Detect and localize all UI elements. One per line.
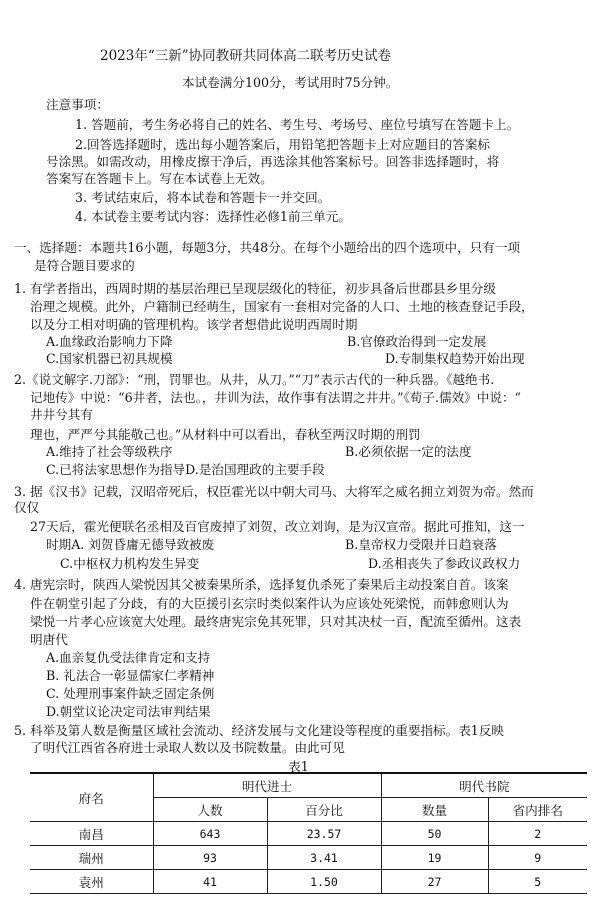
question-5-stem-2: 了明代江西省各府进士录取人数以及书院数量。由此可见 <box>30 740 345 755</box>
question-5-stem: 5. 科举及第人数是衡量区域社会流动、经济发展与文化建设等程度的重要指标。表1反映 <box>14 723 505 738</box>
question-3-stem-2: 仅仅 <box>14 500 40 515</box>
table-row <box>30 846 587 870</box>
notes-line-5: 3. 考试结束后，将本试卷和答题卡一并交回。 <box>75 190 331 205</box>
table-cell: 9 <box>488 846 587 870</box>
question-2-stem-4: 理也，严严兮其能敬己也。”从材料中可以看出，春秋至两汉时期的刑罚 <box>30 427 421 442</box>
question-4-stem-2: 件在朝堂引起了分歧，有的大臣援引玄宗时类似案件认为应该处死梁悦，而韩愈则认为 <box>30 596 509 611</box>
question-4-option-d: D.朝堂议论决定司法审判结果 <box>46 704 211 719</box>
notes-line-2: 2.回答选择题时，选出每小题答案后，用铅笔把答题卡上对应题目的答案标 <box>75 137 491 152</box>
header-group-shuyuan: 明代书院 <box>381 773 587 798</box>
question-2-option-b: B.必须依据一定的法度 <box>345 444 472 459</box>
question-2-option-cd: C.已将法家思想作为指导D.是治国理政的主要手段 <box>46 462 325 477</box>
data-table <box>30 772 587 894</box>
question-1-option-c: C.国家机器已初具规模 <box>46 351 173 366</box>
question-4-stem-3: 梁悦一片孝心应该宽大处理。最终唐宪宗免其死罪，只对其决杖一百，配流至循州。这表 <box>30 614 522 629</box>
exam-title: 2023年“三新”协同教研共同体高二联考历史试卷 <box>100 48 392 64</box>
table-cell: 93 <box>153 846 267 870</box>
question-4-stem: 4. 唐宪宗时，陕西人梁悦因其父被秦果所杀，选择复仇杀死了秦果后主动投案自首。该案 <box>14 577 509 592</box>
table-cell: 643 <box>153 822 267 846</box>
question-2-stem-2: 记地传》中说：“6井者，法也。，井训为法，故作事有法谓之井井。”《荀子.儒效》中说：“ <box>30 390 521 405</box>
header-name: 府名 <box>30 773 153 822</box>
table-cell: 50 <box>381 822 488 846</box>
question-4-option-b: B. 礼法合一彰显儒家仁孝精神 <box>46 668 215 683</box>
question-4-option-c: C. 处理刑事案件缺乏固定条例 <box>46 686 215 701</box>
table-cell: 5 <box>488 870 587 894</box>
question-1-option-a: A.血缘政治影响力下降 <box>46 334 173 349</box>
table-row <box>30 822 587 846</box>
table-row <box>30 870 587 894</box>
subheader-quantity: 数量 <box>381 798 488 822</box>
question-2-stem-3: 井井兮其有 <box>30 407 93 422</box>
question-3-option-a: 时期A. 刘贺昏庸无德导致被废 <box>46 537 215 552</box>
exam-subtitle: 本试卷满分100分，考试用时75分钟。 <box>182 75 399 90</box>
subheader-percent: 百分比 <box>267 798 381 822</box>
table-header-row <box>30 773 587 798</box>
question-1-stem-3: 以及分工相对明确的管理机构。该学者想借此说明西周时期 <box>30 317 358 332</box>
table-cell: 41 <box>153 870 267 894</box>
table-caption: 表1 <box>288 759 309 774</box>
table-cell: 3.41 <box>267 846 381 870</box>
notes-line-4: 答案写在答题卡上。写在本试卷上无效。 <box>46 171 273 186</box>
question-3-option-d: D.丞相丧失了参政议政权力 <box>368 556 521 571</box>
question-4-stem-4: 明唐代 <box>30 632 68 647</box>
subheader-count: 人数 <box>153 798 267 822</box>
table-cell: 南昌 <box>30 822 153 846</box>
question-1-option-d: D.专制集权趋势开始出现 <box>385 351 525 366</box>
table-cell: 袁州 <box>30 870 153 894</box>
section-heading-cont: 是符合题目要求的 <box>34 258 135 273</box>
table-cell: 2 <box>488 822 587 846</box>
notes-line-1: 1. 答题前，考生务必将自己的姓名、考生号、考场号、座位号填写在答题卡上。 <box>75 117 520 132</box>
table-cell: 27 <box>381 870 488 894</box>
question-3-option-c: C.中枢权力机构发生异变 <box>60 556 200 571</box>
header-group-jinshi: 明代进士 <box>153 773 381 798</box>
question-3-option-b: B.皇帝权力受限并日趋衰落 <box>345 537 497 552</box>
question-4-option-a: A.血亲复仇受法律肯定和支持 <box>46 650 211 665</box>
question-2-stem: 2.《说文解字.刀部》：“刑，罚罪也。从井，从刀。”“刀”表示古代的一种兵器。《越绝书. <box>14 372 495 387</box>
table-cell: 1.50 <box>267 870 381 894</box>
question-1-stem-2: 治理之规模。此外，户籍制已经萌生，国家有一套相对完备的人口、土地的核查登记手段， <box>30 299 534 314</box>
table-cell: 19 <box>381 846 488 870</box>
question-3-stem: 3. 据《汉书》记载，汉昭帝死后，权臣霍光以中朝大司马、大将军之威名拥立刘贺为帝。然而 <box>14 484 534 499</box>
notes-line-6: 4. 本试卷主要考试内容：选择性必修1前三单元。 <box>75 209 351 224</box>
question-1-option-b: B.官僚政治得到一定发展 <box>347 334 487 349</box>
question-1-stem: 1. 有学者指出，西周时期的基层治理已呈现层级化的特征，初步具备后世郡县乡里分级 <box>14 281 496 296</box>
notes-heading: 注意事项： <box>46 97 109 112</box>
question-3-stem-3: 27天后，霍光便联名丞相及百官废掉了刘贺，改立刘询，是为汉宣帝。据此可推知，这一 <box>30 519 525 534</box>
notes-line-3: 号涂黑。如需改动，用橡皮擦干净后，再选涂其他答案标号。回答非选择题时，将 <box>46 154 500 169</box>
section-heading: 一、选择题：本题共16小题，每题3分，共48分。在每个小题给出的四个选项中，只有一项 <box>14 240 521 255</box>
table-cell: 23.57 <box>267 822 381 846</box>
subheader-rank: 省内排名 <box>488 798 587 822</box>
table-cell: 瑞州 <box>30 846 153 870</box>
question-2-option-a: A.维持了社会等级秩序 <box>46 444 173 459</box>
